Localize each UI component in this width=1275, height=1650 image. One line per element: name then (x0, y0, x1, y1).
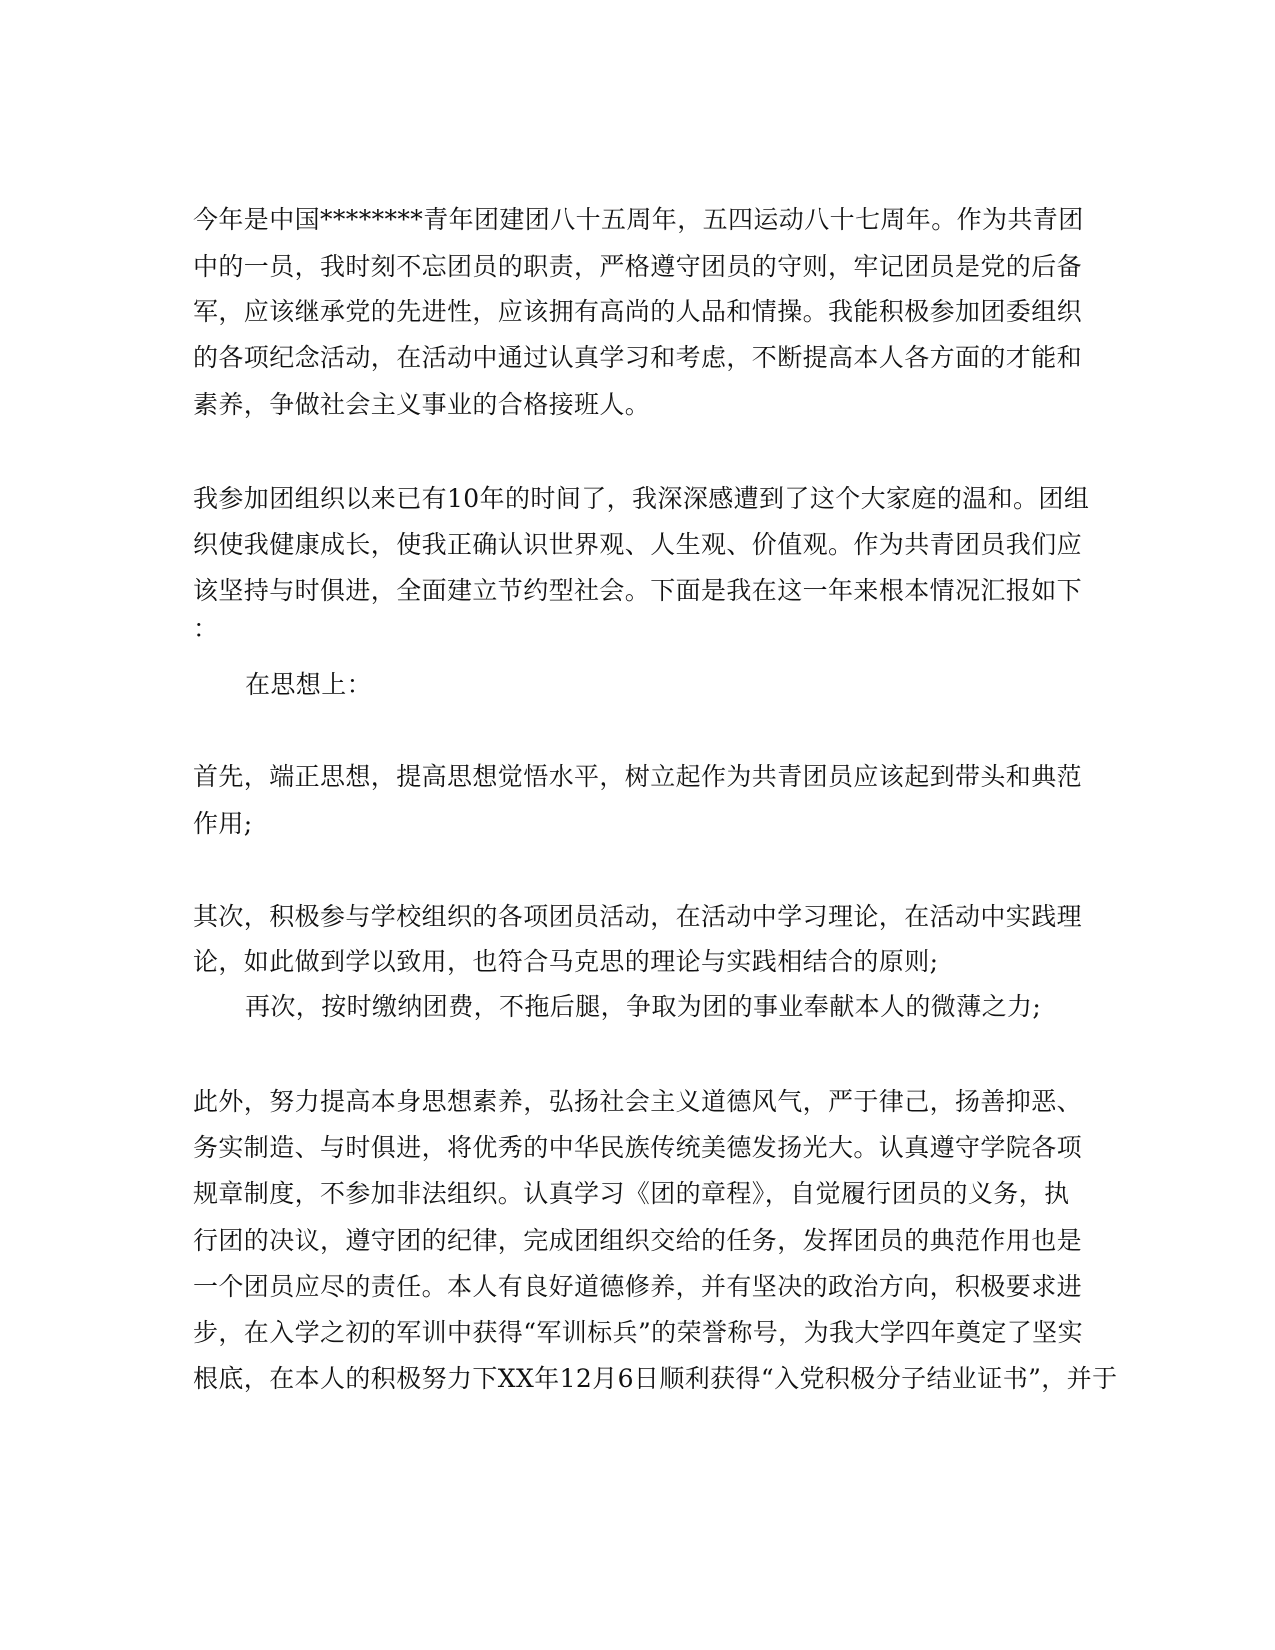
paragraph-7-line-7: 根底，在本人的积极努力下XX年12月6日顺利获得“入党积极分子结业证书”，并于 (193, 1364, 1118, 1393)
paragraph-1-line-2: 中的一员，我时刻不忘团员的职责，严格遵守团员的守则，牢记团员是党的后备 (193, 252, 1083, 281)
paragraph-1-line-4: 的各项纪念活动，在活动中通过认真学习和考虑，不断提高本人各方面的才能和 (193, 343, 1083, 372)
paragraph-3-line-1: 在思想上： (245, 670, 373, 699)
paragraph-4-line-2: 作用; (193, 809, 253, 838)
paragraph-2-line-4: ： (193, 614, 219, 643)
paragraph-2-line-2: 织使我健康成长，使我正确认识世界观、人生观、价值观。作为共青团员我们应 (193, 530, 1083, 559)
paragraph-5-line-1: 其次，积极参与学校组织的各项团员活动，在活动中学习理论，在活动中实践理 (193, 902, 1083, 931)
paragraph-4-line-1: 首先，端正思想，提高思想觉悟水平，树立起作为共青团员应该起到带头和典范 (193, 762, 1083, 791)
paragraph-1-line-3: 军，应该继承党的先进性，应该拥有高尚的人品和情操。我能积极参加团委组织 (193, 297, 1083, 326)
paragraph-5-line-2: 论，如此做到学以致用，也符合马克思的理论与实践相结合的原则; (193, 947, 939, 976)
paragraph-7-line-1: 此外，努力提高本身思想素养，弘扬社会主义道德风气，严于律己，扬善抑恶、 (193, 1087, 1083, 1116)
paragraph-6-line-1: 再次，按时缴纳团费，不拖后腿，争取为团的事业奉献本人的微薄之力; (245, 992, 1042, 1021)
paragraph-1-line-1: 今年是中国********青年团建团八十五周年，五四运动八十七周年。作为共青团 (193, 205, 1084, 234)
paragraph-2-line-1: 我参加团组织以来已有10年的时间了，我深深感遭到了这个大家庭的温和。团组 (193, 484, 1090, 513)
paragraph-7-line-4: 行团的决议，遵守团的纪律，完成团组织交给的任务，发挥团员的典范作用也是 (193, 1226, 1083, 1255)
paragraph-7-line-3: 规章制度，不参加非法组织。认真学习《团的章程》，自觉履行团员的义务，执 (193, 1179, 1070, 1208)
paragraph-7-line-5: 一个团员应尽的责任。本人有良好道德修养，并有坚决的政治方向，积极要求进 (193, 1272, 1083, 1301)
paragraph-7-line-2: 务实制造、与时俱进，将优秀的中华民族传统美德发扬光大。认真遵守学院各项 (193, 1133, 1083, 1162)
paragraph-2-line-3: 该坚持与时俱进，全面建立节约型社会。下面是我在这一年来根本情况汇报如下 (193, 576, 1083, 605)
paragraph-1-line-5: 素养，争做社会主义事业的合格接班人。 (193, 390, 651, 419)
paragraph-7-line-6: 步，在入学之初的军训中获得“军训标兵”的荣誉称号，为我大学四年奠定了坚实 (193, 1318, 1083, 1347)
